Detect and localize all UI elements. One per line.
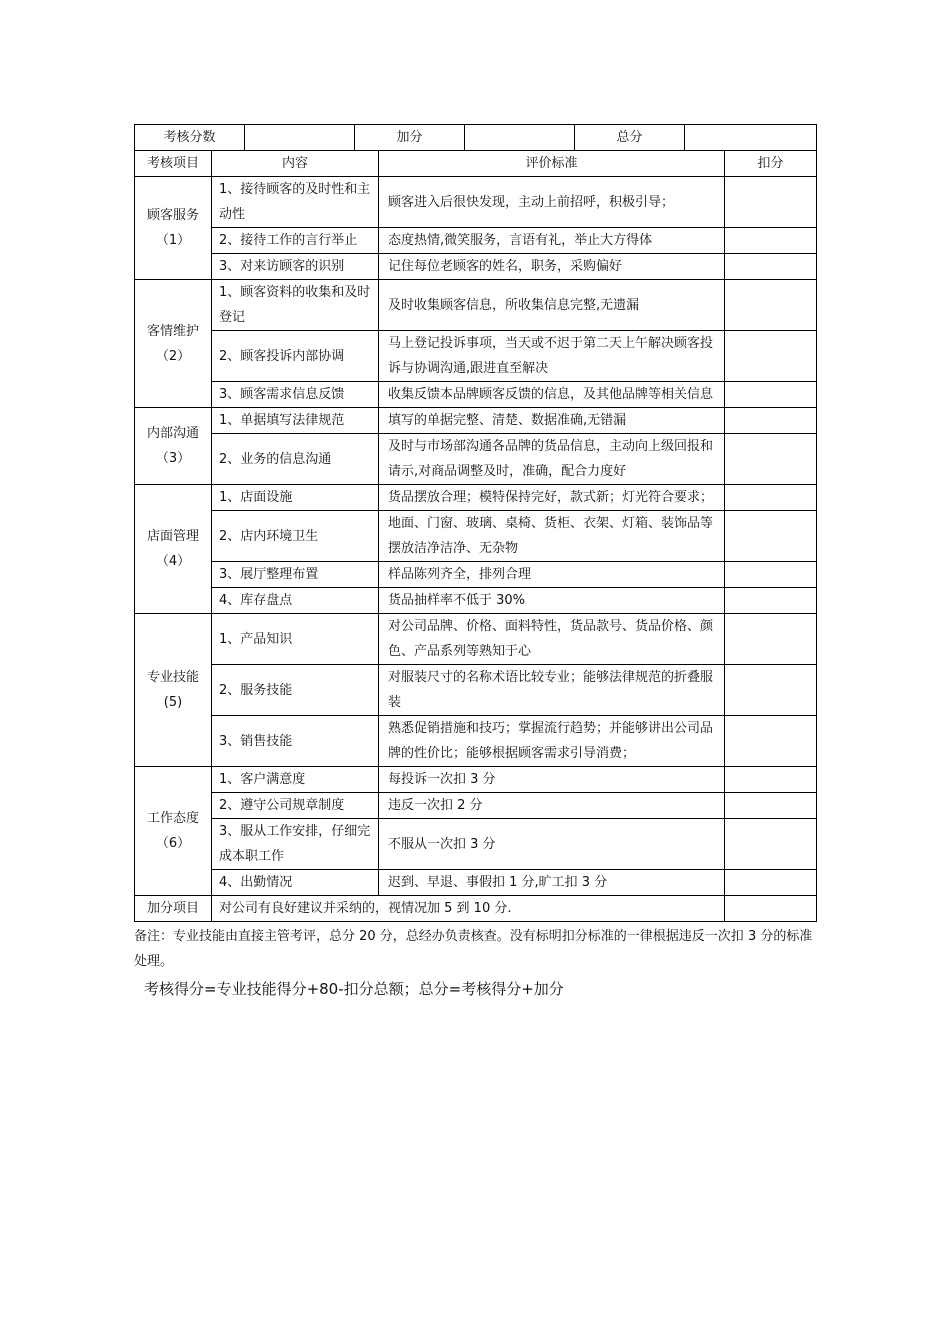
bonus-row-text: 对公司有良好建议并采纳的，视情况加 5 到 10 分. bbox=[212, 896, 725, 922]
content-cell: 2、遵守公司规章制度 bbox=[212, 793, 379, 819]
category-name: 内部沟通 bbox=[146, 426, 199, 441]
deduction-cell bbox=[725, 331, 817, 382]
category-name: 客情维护 bbox=[146, 323, 199, 339]
table-row bbox=[135, 588, 817, 614]
content-cell: 1、产品知识 bbox=[212, 614, 379, 665]
table-row bbox=[135, 485, 817, 511]
column-header: 扣分 bbox=[725, 151, 817, 177]
column-header: 评价标准 bbox=[379, 151, 725, 177]
deduction-cell bbox=[725, 665, 817, 716]
category-cell bbox=[135, 408, 212, 485]
category-number: （4） bbox=[155, 554, 191, 569]
category-name: 专业技能 bbox=[146, 670, 199, 685]
category-cell bbox=[135, 614, 212, 767]
criteria-cell: 地面、门窗、玻璃、桌椅、货柜、衣架、灯箱、装饰品等摆放洁净洁净、无杂物 bbox=[379, 511, 725, 562]
category-number: (5) bbox=[163, 695, 183, 710]
category-cell bbox=[135, 485, 212, 614]
category-number: （2） bbox=[155, 348, 191, 364]
content-cell: 3、对来访顾客的识别 bbox=[212, 254, 379, 280]
table-row bbox=[135, 870, 817, 896]
total-label: 总分 bbox=[575, 125, 685, 151]
table-row bbox=[135, 665, 817, 716]
criteria-cell: 记住每位老顾客的姓名，职务，采购偏好 bbox=[379, 254, 725, 280]
total-value-cell bbox=[685, 125, 817, 151]
content-cell: 1、接待顾客的及时性和主动性 bbox=[212, 177, 379, 228]
column-header: 内容 bbox=[212, 151, 379, 177]
remarks-note: 备注：专业技能由直接主管考评，总分 20 分，总经办负责核查。没有标明扣分标准的一律根据违反一次扣 3 分的标准处理。 bbox=[134, 929, 813, 969]
deduction-cell bbox=[725, 562, 817, 588]
category-cell bbox=[135, 767, 212, 896]
table-row bbox=[135, 382, 817, 408]
table-row bbox=[135, 228, 817, 254]
table-row bbox=[135, 511, 817, 562]
criteria-cell: 对服装尺寸的名称术语比较专业；能够法律规范的折叠服装 bbox=[379, 665, 725, 716]
deduction-cell bbox=[725, 614, 817, 665]
table-row bbox=[135, 408, 817, 434]
content-cell: 1、店面设施 bbox=[212, 485, 379, 511]
column-header-row bbox=[135, 151, 817, 177]
score-formula: 考核得分=专业技能得分+80-扣分总额；总分=考核得分+加分 bbox=[144, 980, 564, 998]
deduction-cell bbox=[725, 254, 817, 280]
content-cell: 3、服从工作安排，仔细完成本职工作 bbox=[212, 819, 379, 870]
category-cell bbox=[135, 280, 212, 408]
score-label: 考核分数 bbox=[135, 125, 245, 151]
table-row bbox=[135, 254, 817, 280]
table-row bbox=[135, 177, 817, 228]
deduction-cell bbox=[725, 434, 817, 485]
content-cell: 3、顾客需求信息反馈 bbox=[212, 382, 379, 408]
deduction-cell bbox=[725, 228, 817, 254]
score-summary-table bbox=[134, 124, 817, 151]
column-header: 考核项目 bbox=[135, 151, 212, 177]
table-row bbox=[135, 434, 817, 485]
content-cell: 4、出勤情况 bbox=[212, 870, 379, 896]
content-cell: 2、接待工作的言行举止 bbox=[212, 228, 379, 254]
assessment-document bbox=[134, 124, 816, 1003]
deduction-cell bbox=[725, 819, 817, 870]
deduction-cell bbox=[725, 408, 817, 434]
table-row bbox=[135, 562, 817, 588]
table-row bbox=[135, 793, 817, 819]
criteria-cell: 态度热情,微笑服务，言语有礼，举止大方得体 bbox=[379, 228, 725, 254]
bonus-row bbox=[135, 896, 817, 922]
content-cell: 4、库存盘点 bbox=[212, 588, 379, 614]
content-cell: 2、业务的信息沟通 bbox=[212, 434, 379, 485]
criteria-cell: 熟悉促销措施和技巧；掌握流行趋势；并能够讲出公司品牌的性价比；能够根据顾客需求引导消费； bbox=[379, 716, 725, 767]
content-cell: 1、单据填写法律规范 bbox=[212, 408, 379, 434]
criteria-cell: 迟到、早退、事假扣 1 分,旷工扣 3 分 bbox=[379, 870, 725, 896]
criteria-cell: 收集反馈本品牌顾客反馈的信息，及其他品牌等相关信息 bbox=[379, 382, 725, 408]
category-cell bbox=[135, 177, 212, 280]
deduction-cell bbox=[725, 177, 817, 228]
criteria-cell: 样品陈列齐全，排列合理 bbox=[379, 562, 725, 588]
category-name: 工作态度 bbox=[146, 811, 199, 826]
criteria-cell: 违反一次扣 2 分 bbox=[379, 793, 725, 819]
criteria-cell: 货品摆放合理；模特保持完好，款式新；灯光符合要求； bbox=[379, 485, 725, 511]
deduction-cell bbox=[725, 280, 817, 331]
criteria-cell: 及时收集顾客信息，所收集信息完整,无遗漏 bbox=[379, 280, 725, 331]
table-row bbox=[135, 819, 817, 870]
criteria-cell: 马上登记投诉事项，当天或不迟于第二天上午解决顾客投诉与协调沟通,跟进直至解决 bbox=[379, 331, 725, 382]
category-name: 顾客服务 bbox=[146, 208, 199, 223]
content-cell: 1、客户满意度 bbox=[212, 767, 379, 793]
criteria-cell: 不服从一次扣 3 分 bbox=[379, 819, 725, 870]
category-number: （3） bbox=[155, 451, 191, 466]
category-number: （6） bbox=[155, 836, 191, 851]
deduction-cell bbox=[725, 793, 817, 819]
category-name: 店面管理 bbox=[146, 529, 199, 544]
content-cell: 3、销售技能 bbox=[212, 716, 379, 767]
criteria-cell: 每投诉一次扣 3 分 bbox=[379, 767, 725, 793]
bonus-label: 加分 bbox=[355, 125, 465, 151]
deduction-cell bbox=[725, 716, 817, 767]
deduction-cell bbox=[725, 382, 817, 408]
content-cell: 2、服务技能 bbox=[212, 665, 379, 716]
criteria-cell: 顾客进入后很快发现，主动上前招呼，积极引导； bbox=[379, 177, 725, 228]
criteria-cell: 填写的单据完整、清楚、数据准确,无错漏 bbox=[379, 408, 725, 434]
table-row bbox=[135, 280, 817, 331]
content-cell: 2、顾客投诉内部协调 bbox=[212, 331, 379, 382]
deduction-cell bbox=[725, 588, 817, 614]
content-cell: 3、展厅整理布置 bbox=[212, 562, 379, 588]
assessment-table bbox=[134, 150, 817, 922]
content-cell: 1、顾客资料的收集和及时登记 bbox=[212, 280, 379, 331]
deduction-cell bbox=[725, 870, 817, 896]
criteria-cell: 及时与市场部沟通各品牌的货品信息，主动向上级回报和请示,对商品调整及时，准确，配合力度好 bbox=[379, 434, 725, 485]
content-cell: 2、店内环境卫生 bbox=[212, 511, 379, 562]
criteria-cell: 货品抽样率不低于 30% bbox=[379, 588, 725, 614]
table-row bbox=[135, 614, 817, 665]
deduction-cell bbox=[725, 767, 817, 793]
category-number: （1） bbox=[155, 233, 191, 248]
table-row bbox=[135, 767, 817, 793]
bonus-value-cell bbox=[465, 125, 575, 151]
deduction-cell bbox=[725, 485, 817, 511]
deduction-cell bbox=[725, 511, 817, 562]
score-value-cell bbox=[245, 125, 355, 151]
deduction-cell bbox=[725, 896, 817, 922]
criteria-cell: 对公司品牌、价格、面料特性，货品款号、货品价格、颜色、产品系列等熟知于心 bbox=[379, 614, 725, 665]
table-row bbox=[135, 716, 817, 767]
table-row bbox=[135, 331, 817, 382]
bonus-row-label: 加分项目 bbox=[135, 896, 212, 922]
